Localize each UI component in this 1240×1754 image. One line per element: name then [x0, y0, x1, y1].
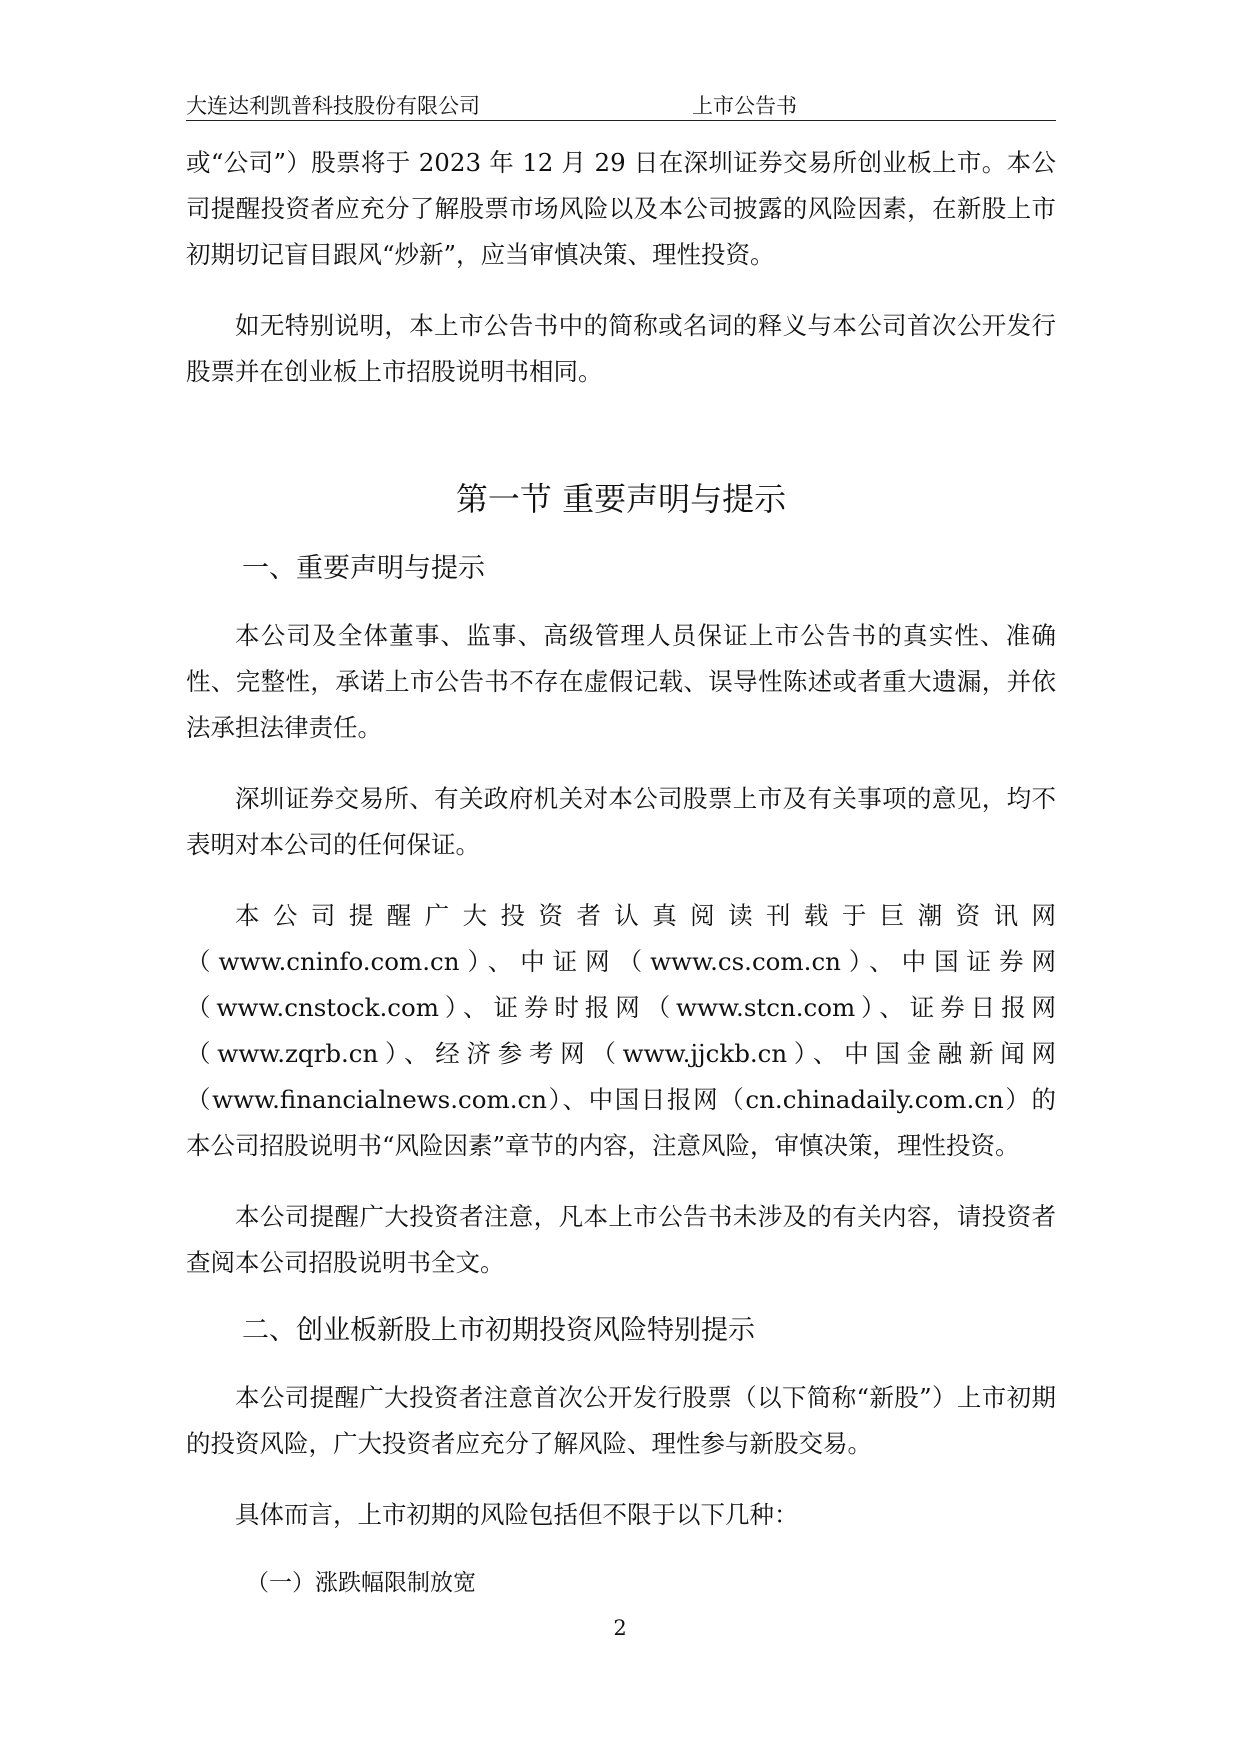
section-title: 第一节 重要声明与提示: [455, 480, 787, 518]
risk-paragraph-1: 本公司提醒广大投资者注意首次公开发行股票（以下简称“新股”）上市初期的投资风险，广大投资者应充分了解风险、理性参与新股交易。: [186, 1383, 1056, 1458]
page-header: [186, 88, 1056, 121]
risk-paragraph-2: 具体而言，上市初期的风险包括但不限于以下几种：: [235, 1500, 799, 1529]
intro-paragraph-2: 如无特别说明，本上市公告书中的简称或名词的释义与本公司首次公开发行股票并在创业板上市招股说明书相同。: [186, 311, 1056, 386]
subsection-title-2: 二、创业板新股上市初期投资风险特别提示: [242, 1315, 755, 1346]
header-company-name: 大连达利凯普科技股份有限公司: [186, 94, 480, 118]
intro-paragraph-1: 或“公司”）股票将于 2023 年 12 月 29 日在深圳证券交易所创业板上市。本公司提醒投资者应充分了解股票市场风险以及本公司披露的风险因素，在新股上市初期切记盲目跟风“炒新”，应当审慎决策、理性投资。: [186, 148, 1056, 269]
subsection-title-1: 一、重要声明与提示: [242, 553, 485, 584]
statement-paragraph-4: 本公司提醒广大投资者注意，凡本上市公告书未涉及的有关内容，请投资者查阅本公司招股说明书全文。: [186, 1202, 1056, 1277]
statement-paragraph-2: 深圳证券交易所、有关政府机关对本公司股票上市及有关事项的意见，均不表明对本公司的任何保证。: [186, 784, 1056, 859]
risk-item-title-1: （一）涨跌幅限制放宽: [246, 1570, 476, 1596]
page-number: 2: [613, 1616, 627, 1640]
page-content: [186, 140, 1056, 1603]
statement-paragraph-1: 本公司及全体董事、监事、高级管理人员保证上市公告书的真实性、准确性、完整性，承诺上市公告书不存在虚假记载、误导性陈述或者重大遗漏，并依法承担法律责任。: [186, 621, 1056, 742]
statement-paragraph-3: 本公司提醒广大投资者认真阅读刊载于巨潮资讯网（www.cninfo.com.cn）、中证网（www.cs.com.cn）、中国证券网（www.cnstock.com）、证券时报网（www.stcn.com）、证券日报网（www.zqrb.cn）、经济参考网（www.jjckb.cn）、中国金融新闻网（www.financialnews.com.cn）、中国日报网（cn.chinadaily.com.cn）的本公司招股说明书“风险因素”章节的内容，注意风险，审慎决策，理性投资。: [186, 901, 1056, 1160]
header-document-type: 上市公告书: [692, 94, 797, 118]
